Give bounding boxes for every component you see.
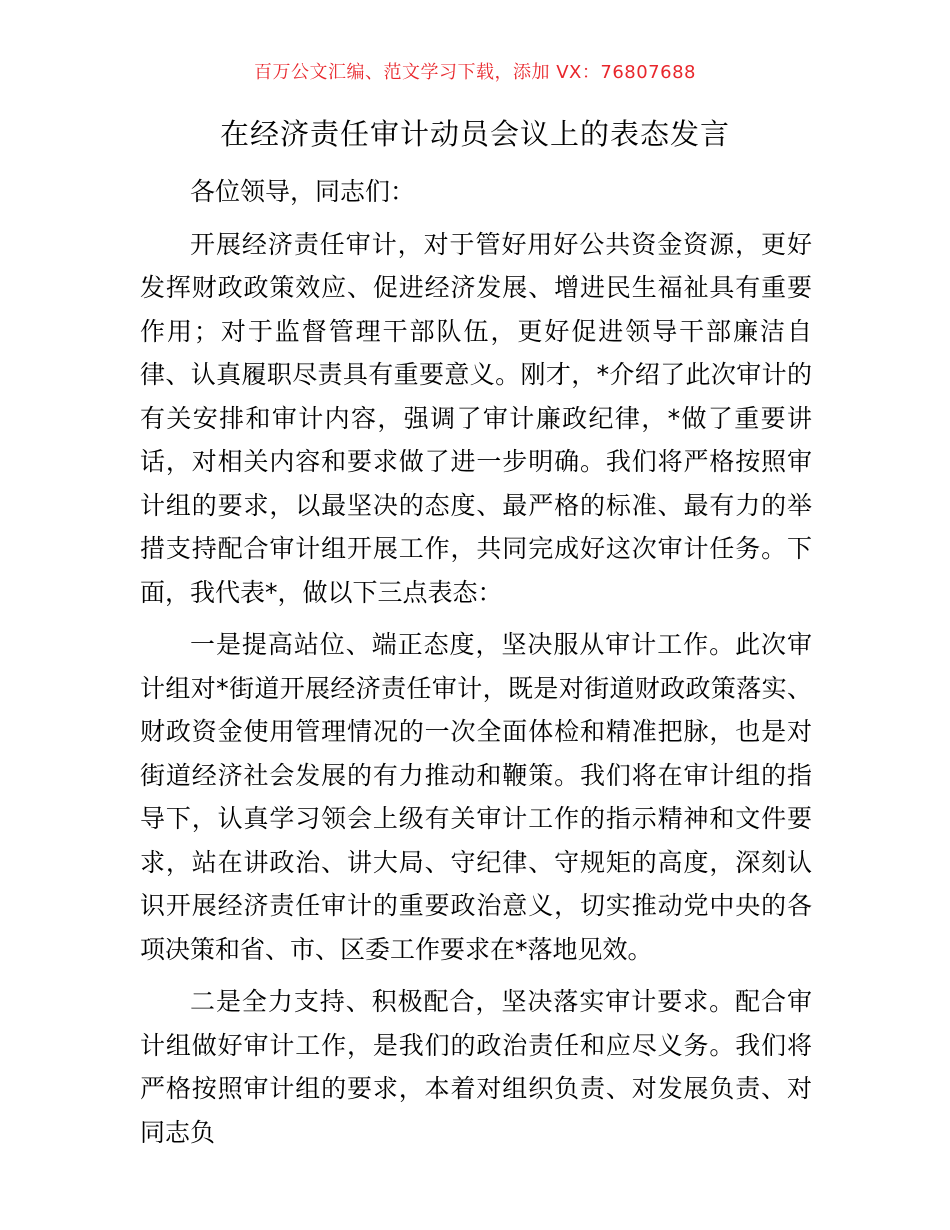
header-watermark: 百万公文汇编、范文学习下载，添加 VX：76807688 bbox=[254, 62, 696, 83]
paragraph-2: 一是提高站位、端正态度，坚决服从审计工作。此次审计组对*街道开展经济责任审计，既是对街道财政政策落实、财政资金使用管理情况的一次全面体检和精准把脉，也是对街道经济社会发展的有力推动和鞭策。我们将在审计组的指导下，认真学习领会上级有关审计工作的指示精神和文件要求，站在讲政治、讲大局、守纪律、守规矩的高度，深刻认识开展经济责任审计的重要政治意义，切实推动党中央的各项决策和省、市、区委工作要求在*落地见效。 bbox=[140, 630, 812, 964]
page-title: 在经济责任审计动员会议上的表态发言 bbox=[219, 117, 730, 151]
salutation: 各位领导，同志们： bbox=[190, 177, 416, 206]
paragraph-1: 开展经济责任审计，对于管好用好公共资金资源，更好发挥财政政策效应、促进经济发展、增进民生福祉具有重要作用；对于监督管理干部队伍，更好促进领导干部廉洁自律、认真履职尽责具有重要意义。刚才，*介绍了此次审计的有关安排和审计内容，强调了审计廉政纪律，*做了重要讲话，对相关内容和要求做了进一步明确。我们将严格按照审计组的要求，以最坚决的态度、最严格的标准、最有力的举措支持配合审计组开展工作，共同完成好这次审计任务。下面，我代表*，做以下三点表态： bbox=[140, 229, 812, 607]
document-body bbox=[140, 170, 812, 1154]
paragraph-3: 二是全力支持、积极配合，坚决落实审计要求。配合审计组做好审计工作，是我们的政治责任和应尽义务。我们将严格按照审计组的要求，本着对组织负责、对发展负责、对同志负 bbox=[140, 987, 812, 1147]
